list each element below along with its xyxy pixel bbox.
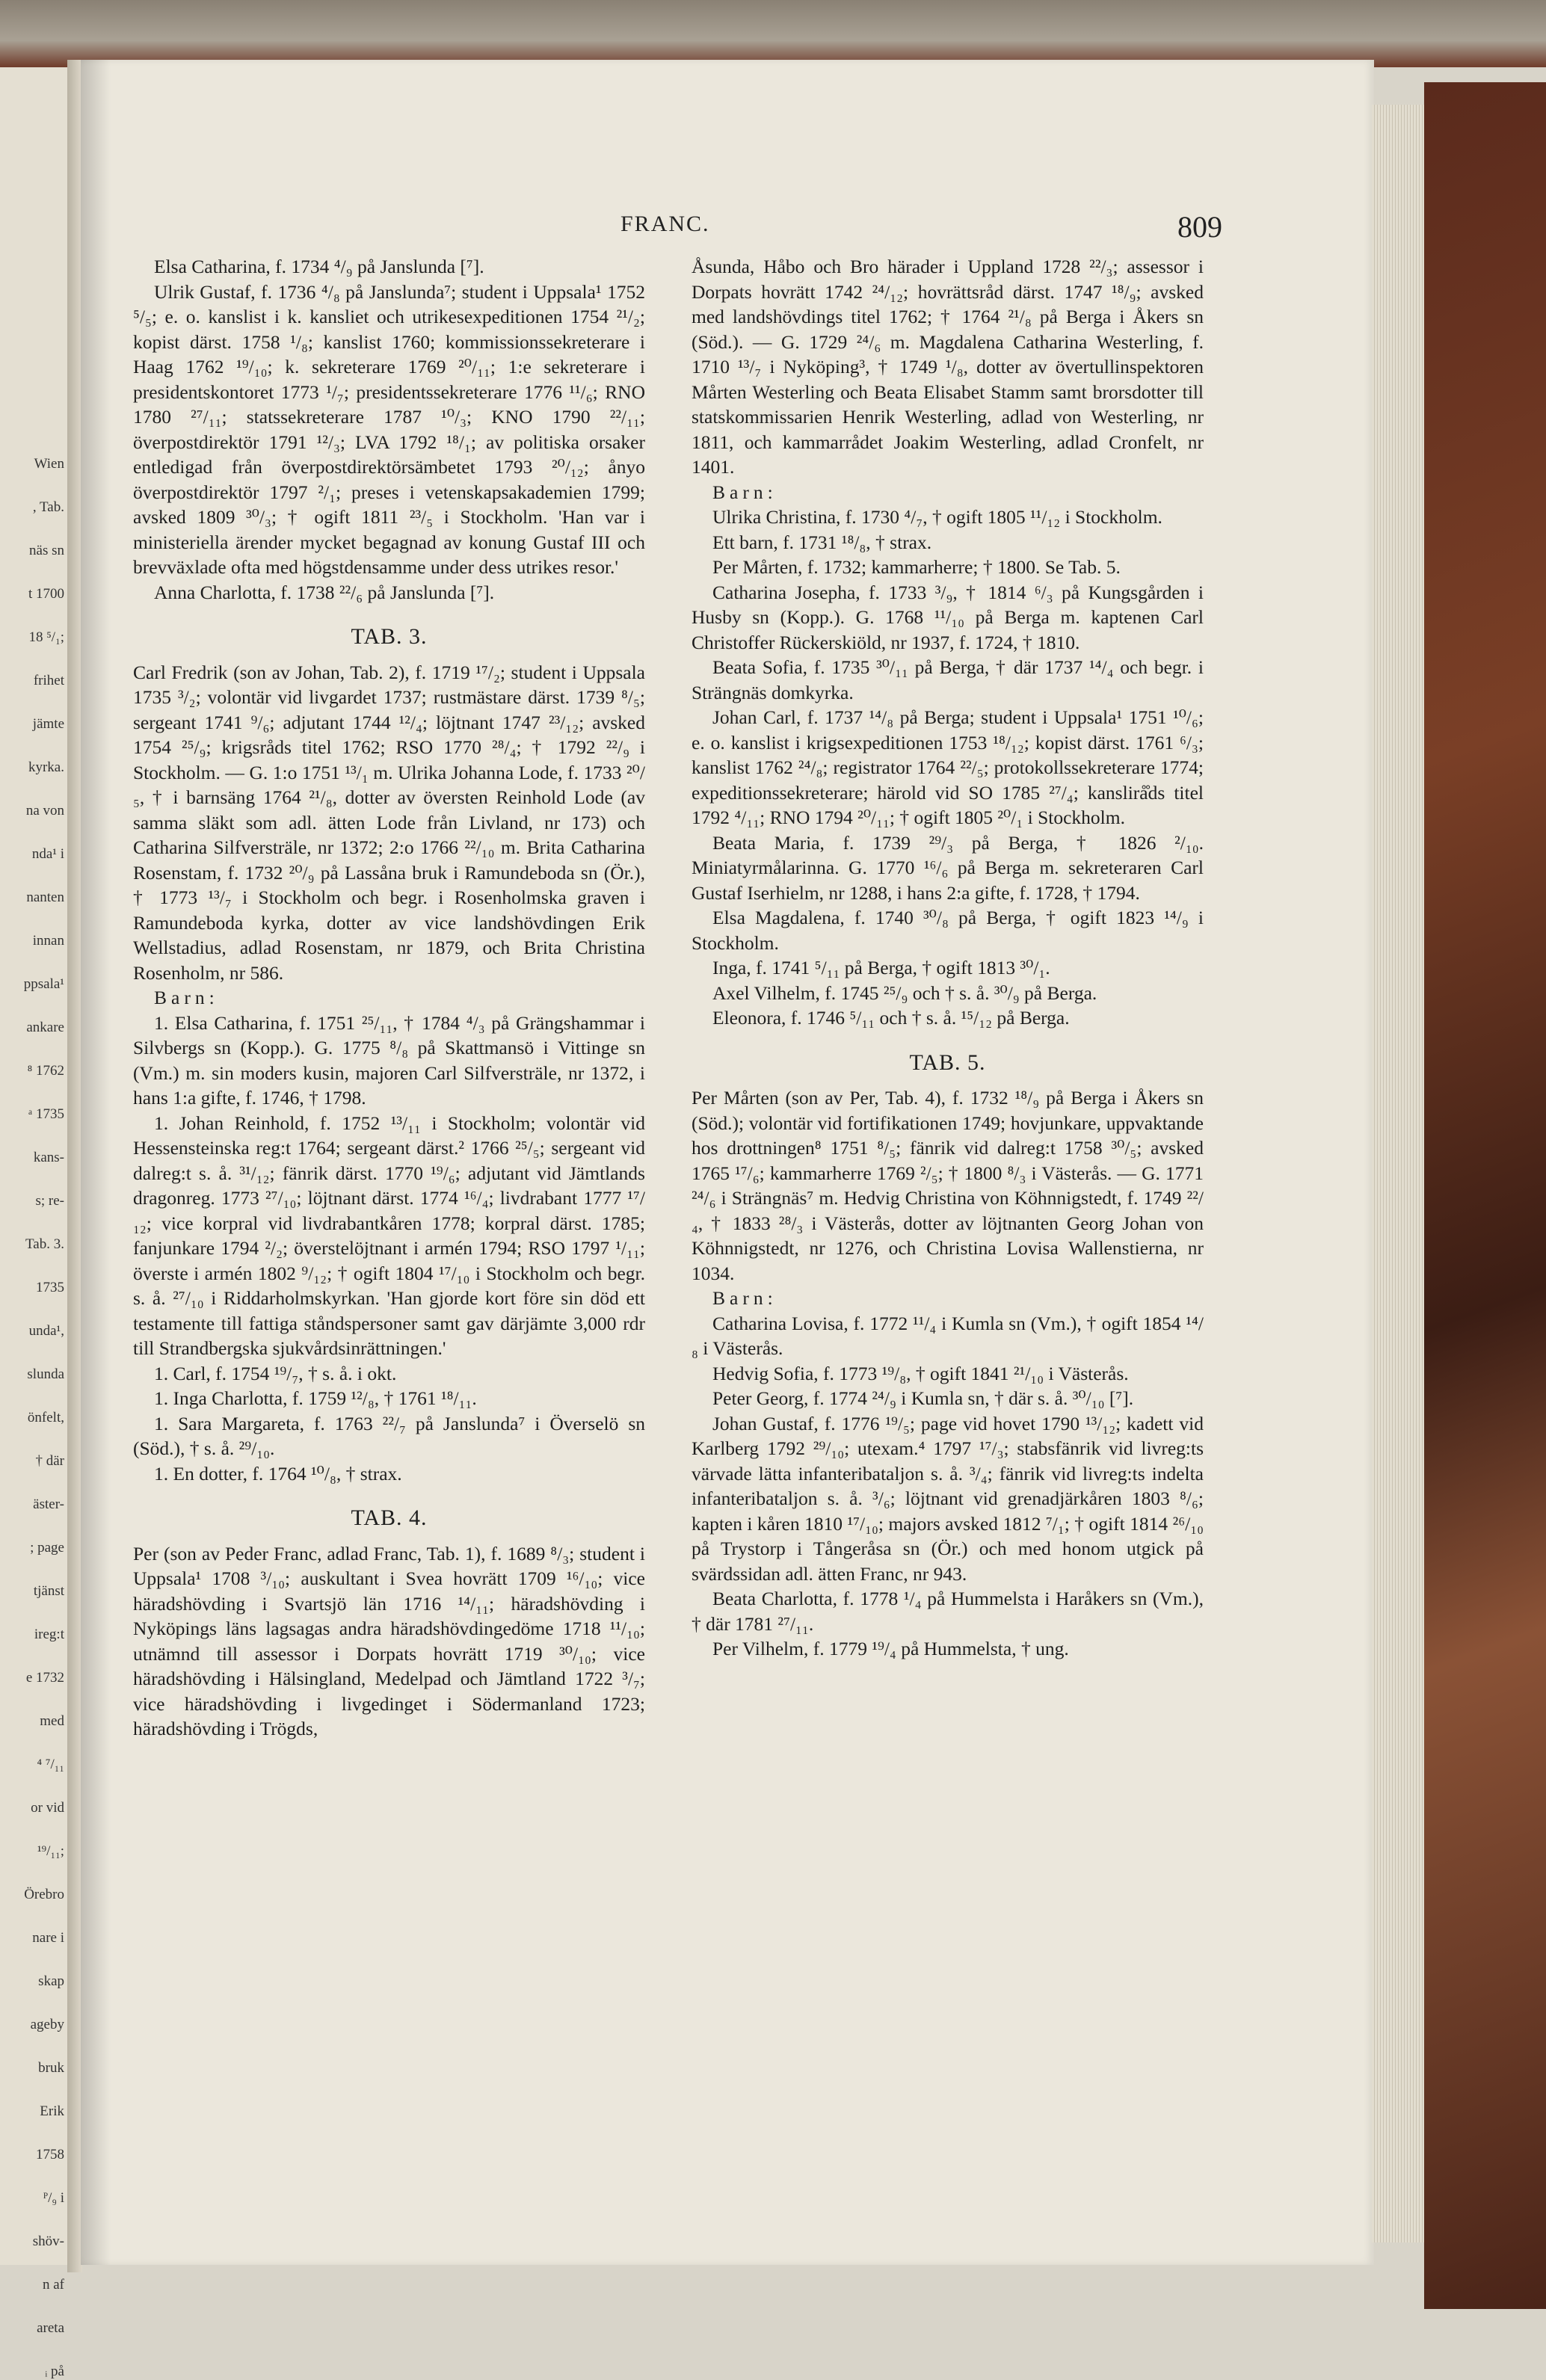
left-page-fragment: 1735 [36, 1280, 64, 1295]
left-page-fragment: or vid [31, 1800, 64, 1816]
genealogy-entry: Beata Charlotta, f. 1778 ¹/₄ på Hummelsta i Haråkers sn (Vm.), † där 1781 ²⁷/₁₁. [692, 1588, 1204, 1635]
genealogy-entry: Carl Fredrik (son av Johan, Tab. 2), f. 1719 ¹⁷/₂; student i Uppsala 1735 ³/₂; volontär vid livgardet 1737; rustmästare därst. 1739 ⁸/₅; sergeant 1741 ⁹/₆; adjutant 1744 ¹²/₄; löjtnant 1747 ²³/₁₂; avsked 1754 ²⁵/₉; krigsråds titel 1762; RSO 1770 ²⁸/₄; † 1792 ²²/₉ i Stockholm. — G. 1:o 1751 ¹³/₁ m. Ulrika Johanna Lode, f. 1733 ²⁰/₅, † i barnsäng 1764 ²¹/₈, dotter av översten Reinhold Lode (av samma släkt som adl. ätten Lode från Livland, nr 173) och Catharina Silfversträle, nr 1372; 2:o 1766 ²²/₁₀ m. Brita Catharina Rosenstam, f. 1732 ²⁰/₉ på Lassåna bruk i Ramundeboda sn (Ör.), † 1773 ¹³/₇ i Stockholm och begr. i Rosenholmska graven i Ramundeboda kyrka, dotter av vice landshövdingen Erik Wellstadius, adlad Rosenstam, nr 1879, och Brita Christina Rosenholm, nr 586. [133, 661, 645, 984]
genealogy-entry: Inga, f. 1741 ⁵/₁₁ på Berga, † ogift 1813 ³⁰/₁. [712, 957, 1050, 978]
left-page-fragment: äster- [33, 1496, 64, 1512]
left-page-fragment: slunda [27, 1366, 64, 1382]
left-page-fragment: ppsala¹ [23, 976, 64, 992]
left-page-fragment: Tab. 3. [25, 1236, 64, 1252]
left-page-fragment: , Tab. [32, 499, 64, 515]
genealogy-entry: Catharina Lovisa, f. 1772 ¹¹/₄ i Kumla sn (Vm.), † ogift 1854 ¹⁴/₈ i Västerås. [692, 1312, 1204, 1359]
left-page-fragment: jämte [32, 716, 64, 732]
left-page-fragment: näs sn [29, 543, 64, 558]
left-page-fragment: ¹⁹/₁₁; [37, 1843, 64, 1859]
left-page-fragment: Wien [34, 456, 64, 472]
genealogy-entry: Per Mårten, f. 1732; kammarherre; † 1800. Se Tab. 5. [712, 556, 1121, 578]
page-number: 809 [1177, 210, 1222, 244]
page-edges [1372, 105, 1426, 2242]
left-page-fragment: ankare [26, 1020, 64, 1035]
genealogy-entry: 1. Elsa Catharina, f. 1751 ²⁵/₁₁, † 1784 ⁴/₃ på Grängshammar i Silvbergs sn (Kopp.). G. 1775 ⁸/₈ på Skattmansö i Vittinge sn (Vm.) m. sin moders kusin, majoren Carl Silfversträle, nr 1372, i hans 1:a gifte, f. 1746, † 1798. [133, 1011, 645, 1109]
genealogy-entry: Per Mårten (son av Per, Tab. 4), f. 1732 ¹⁸/₉ på Berga i Åkers sn (Söd.); volontär vid fortifikationen 1749; hovjunkare, uppvaktande hos drottningen⁸ 1751 ⁸/₅; fänrik vid dalreg:t 1758 ³⁰/₅; avsked 1765 ¹⁷/₆; kammarherre 1769 ²/₅; † 1800 ⁸/₃ i Västerås. — G. 1771 ²⁴/₆ i Strängnäs⁷ m. Hedvig Christina von Köhnnigstedt, f. 1749 ²²/₄, † 1833 ²⁸/₃ i Västerås, dotter av löjtnanten Georg Johan von Köhnnigstedt, nr 1276, och Christina Lovisa Wallenstierna, nr 1034. [692, 1087, 1204, 1284]
left-page-fragment: e 1732 [25, 1670, 64, 1686]
left-page-fragment: shöv- [32, 2233, 64, 2249]
left-page-fragment: unda¹, [28, 1323, 64, 1339]
left-page-fragment: na von [25, 803, 64, 818]
left-page-fragment: 1758 [36, 2147, 64, 2162]
left-page-fragment: nanten [26, 890, 64, 905]
left-page-fragment: skap [38, 1973, 64, 1989]
left-page-fragment: ᵢ på [45, 2364, 64, 2379]
table-heading: TAB. 4. [351, 1505, 428, 1530]
book-top-edge [0, 0, 1546, 67]
left-page-fragment: s; re- [35, 1193, 64, 1209]
left-column [133, 254, 645, 1742]
left-page-fragment: kyrka. [28, 759, 64, 775]
left-page-fragment: innan [32, 933, 64, 949]
children-heading: Barn: [712, 481, 777, 503]
left-page-fragment: ᵃ 1735 [28, 1106, 64, 1122]
genealogy-entry: Hedvig Sofia, f. 1773 ¹⁹/₈, † ogift 1841 ²¹/₁₀ i Västerås. [712, 1362, 1129, 1384]
genealogy-entry: Elsa Magdalena, f. 1740 ³⁰/₈ på Berga, † ogift 1823 ¹⁴/₉ i Stockholm. [692, 907, 1204, 954]
genealogy-entry: Peter Georg, f. 1774 ²⁴/₉ i Kumla sn, † där s. å. ³⁰/₁₀ [⁷]. [712, 1387, 1134, 1409]
table-heading: TAB. 5. [909, 1049, 986, 1075]
page-fold-shadow [81, 60, 111, 2265]
left-page-fragment: bruk [38, 2060, 64, 2076]
running-title: FRANC. [620, 212, 710, 236]
left-page-fragment: tjänst [33, 1583, 64, 1599]
left-page-fragment: önfelt, [27, 1410, 64, 1425]
genealogy-entry: Axel Vilhelm, f. 1745 ²⁵/₉ och † s. å. ³⁰/₉ på Berga. [712, 981, 1097, 1004]
table-heading: TAB. 3. [351, 624, 428, 649]
genealogy-entry: Ulrika Christina, f. 1730 ⁴/₇, † ogift 1805 ¹¹/₁₂ i Stockholm. [712, 506, 1162, 528]
genealogy-entry: Beata Maria, f. 1739 ²⁹/₃ på Berga, † 1826 ²/₁₀. Miniatyrmålarinna. G. 1770 ¹⁶/₆ på Berga m. sekreteraren Carl Gustaf Iserhielm, nr 1288, i hans 2:a gifte, f. 1728, † 1794. [692, 831, 1204, 904]
genealogy-entry: Ett barn, f. 1731 ¹⁸/₈, † strax. [712, 531, 932, 553]
left-page-fragment: ageby [30, 2017, 64, 2032]
genealogy-entry: Åsunda, Håbo och Bro härader i Uppland 1728 ²²/₃; assessor i Dorpats hovrätt 1742 ²⁴/₁₂; hovrättsråd därst. 1747 ¹⁸/₉; avsked med landshövdings titel 1762; † 1764 ²¹/₈ på Berga i Åkers sn (Söd.). — G. 1729 ²⁴/₆ m. Magdalena Catharina Westerling, f. 1710 ¹³/₇ i Nyköping³, † 1749 ¹/₈, dotter av övertullinspektoren Mårten Westerling och Beata Elisabet Stamm samt brorsdotter till statskommissarien Henrik Westerling, adlad von Westerling, nr 1811, och kammarrådet Joakim Westerling, adlad Cronfelt, nr 1401. [692, 256, 1204, 478]
left-page-fragment: ; page [30, 1540, 64, 1556]
left-page-fragment: kans- [33, 1150, 64, 1165]
left-page-fragment: areta [37, 2320, 64, 2336]
genealogy-entry: 1. Sara Margareta, f. 1763 ²²/₇ på Janslunda⁷ i Överselö sn (Söd.), † s. å. ²⁹/₁₀. [133, 1412, 645, 1459]
genealogy-entry: Ulrik Gustaf, f. 1736 ⁴/₈ på Janslunda⁷; student i Uppsala¹ 1752 ⁵/₅; e. o. kanslist i k. kansliet och utrikesexpeditionen 1754 ²¹/₂; kopist därst. 1758 ¹/₈; kanslist 1760; kommissionssekreterare i Haag 1762 ¹⁹/₁₀; k. sekreterare 1769 ²⁰/₁₁; 1:e sekreterare i presidentskontoret 1773 ¹/₇; presidentssekreterare 1776 ¹¹/₆; RNO 1780 ²⁷/₁₁; statssekreterare 1787 ¹⁰/₃; KNO 1790 ²²/₁₁; överpostdirektör 1791 ¹²/₃; LVA 1792 ¹⁸/₁; av politiska orsaker entledigad från överpostdirektörsämbetet 1793 ²⁰/₁₂; ånyo överpostdirektör 1797 ²/₁; preses i vetenskapsakademien 1799; avsked 1809 ³⁰/₃; † ogift 1811 ²³/₅ i Stockholm. 'Han var i ministeriella ärender mycket begagnad av konung Gustaf III och brevväxlade ofta med högstdensamme under dess utrikes resor.' [133, 280, 645, 578]
genealogy-entry: Eleonora, f. 1746 ⁵/₁₁ och † s. å. ¹⁵/₁₂ på Berga. [712, 1007, 1070, 1029]
gutter [67, 60, 82, 2272]
children-heading: Barn: [712, 1287, 777, 1309]
genealogy-entry: 1. En dotter, f. 1764 ¹⁰/₈, † strax. [154, 1462, 402, 1485]
left-page-fragment: nda¹ i [31, 846, 64, 862]
genealogy-entry: Elsa Catharina, f. 1734 ⁴/₉ på Janslunda [⁷]. [154, 256, 484, 277]
left-page-fragment: ireg:t [34, 1627, 64, 1642]
left-page-fragment: frihet [33, 673, 64, 688]
left-page-fragment: ⁸ 1762 [27, 1063, 64, 1079]
left-page-fragment: Örebro [24, 1887, 64, 1902]
left-page-fragment: † där [35, 1453, 64, 1469]
left-page-fragment: n af [42, 2277, 64, 2293]
genealogy-entry: Anna Charlotta, f. 1738 ²²/₆ på Janslunda [⁷]. [154, 581, 495, 603]
genealogy-entry: Catharina Josepha, f. 1733 ³/₉, † 1814 ⁶/₃ på Kungsgården i Husby sn (Kopp.). G. 1768 ¹¹/₁₀ på Berga m. kaptenen Carl Christoffer Rückerskiöld, nr 1937, f. 1724, † 1810. [692, 581, 1204, 653]
left-page-fragment: nare i [32, 1930, 64, 1946]
genealogy-entry: Per Vilhelm, f. 1779 ¹⁹/₄ på Hummelsta, † ung. [712, 1638, 1069, 1659]
children-heading: Barn: [154, 987, 219, 1008]
left-page-fragment: Erik [40, 2103, 64, 2119]
genealogy-entry: Johan Gustaf, f. 1776 ¹⁹/₅; page vid hovet 1790 ¹³/₁₂; kadett vid Karlberg 1792 ²⁹/₁₀; utexam.⁴ 1797 ¹⁷/₃; stabsfänrik vid livreg:ts värvade lätta infanteribataljon s. å. ³/₄; fänrik vid livreg:ts indelta infanteribataljon s. å. ³/₆; löjtnant vid grenadjärkåren 1803 ⁸/₆; kapten i kåren 1810 ¹⁷/₁₀; majors avsked 1812 ⁷/₁; † ogift 1814 ²⁶/₁₀ på Trystorp i Tångeråsa sn (Ör.) och med honom utgick på svärdssidan adl. ätten Franc, nr 943. [692, 1412, 1204, 1585]
left-page-fragment: t 1700 [28, 586, 64, 602]
genealogy-entry: 1. Inga Charlotta, f. 1759 ¹²/₈, † 1761 ¹⁸/₁₁. [154, 1387, 477, 1409]
left-page-fragment: 18 ⁵/₁; [28, 629, 64, 645]
genealogy-entry: 1. Carl, f. 1754 ¹⁹/₇, † s. å. i okt. [154, 1362, 397, 1384]
genealogy-entry: Johan Carl, f. 1737 ¹⁴/₈ på Berga; student i Uppsala¹ 1751 ¹⁰/₆; e. o. kanslist i krigsexpeditionen 1753 ¹⁸/₁₂; kopist därst. 1761 ⁶/₃; kanslist 1762 ²⁴/₈; registrator 1764 ²²/₅; protokollssekreterare 1774; expeditionssekreterare; härold vid SO 1785 ²⁷/₄; kanslirå̊ds titel 1792 ⁴/₁₁; RNO 1794 ²⁰/₁₁; † ogift 1805 ²⁰/₁ i Stockholm. [692, 706, 1204, 828]
left-page-fragment: med [40, 1713, 64, 1729]
book-cover [1424, 82, 1546, 2309]
left-page-fragment: ᴾ/₉ i [43, 2190, 64, 2206]
genealogy-entry: Per (son av Peder Franc, adlad Franc, Tab. 1), f. 1689 ⁸/₃; student i Uppsala¹ 1708 ³/₁₀; auskultant i Svea hovrätt 1709 ¹⁶/₁₀; vice häradshövding i Svartsjö län 1716 ¹⁴/₁₁; häradshövding i Nyköpings läns lagsagas andra häradshövdingedöme 1718 ¹¹/₁₀; utnämnd till assessor i Dorpats hovrätt 1719 ³⁰/₁₀; vice häradshövding i Hälsingland, Medelpad och Jämtland 1722 ³/₇; vice häradshövding i livgedinget i Södermanland 1723; häradshövding i Trögds, [133, 1542, 645, 1739]
left-page-edge [0, 67, 69, 2379]
genealogy-entry: Beata Sofia, f. 1735 ³⁰/₁₁ på Berga, † där 1737 ¹⁴/₄ och begr. i Strängnäs domkyrka. [692, 656, 1204, 703]
genealogy-entry: 1. Johan Reinhold, f. 1752 ¹³/₁₁ i Stockholm; volontär vid Hessensteinska reg:t 1764; sergeant därst.² 1766 ²⁵/₅; sergeant vid dalreg:t s. å. ³¹/₁₂; fänrik därst. 1770 ¹⁹/₆; adjutant vid Jämtlands dragonreg. 1773 ²⁷/₁₀; löjtnant därst. 1774 ¹⁶/₄; livdrabant 1777 ¹⁷/₁₂; vice korpral vid livdrabantkåren 1778; korpral därst. 1785; fanjunkare 1794 ²/₂; överstelöjtnant i armén 1794; RSO 1797 ¹/₁₁; överste i armén 1802 ⁹/₁₂; † ogift 1804 ¹⁷/₁₀ i Stockholm och begr. s. å. ²⁷/₁₀ i Riddarholmskyrkan. 'Han gjorde kort före sin död ett testamente till fattiga ståndspersoner samt gav därjämte 3,000 rdr till Strandbergska sjukvårdsinrättningen.' [133, 1112, 645, 1359]
right-column [692, 254, 1204, 1662]
left-page-fragment: ⁴ ⁷/₁₁ [37, 1757, 64, 1772]
